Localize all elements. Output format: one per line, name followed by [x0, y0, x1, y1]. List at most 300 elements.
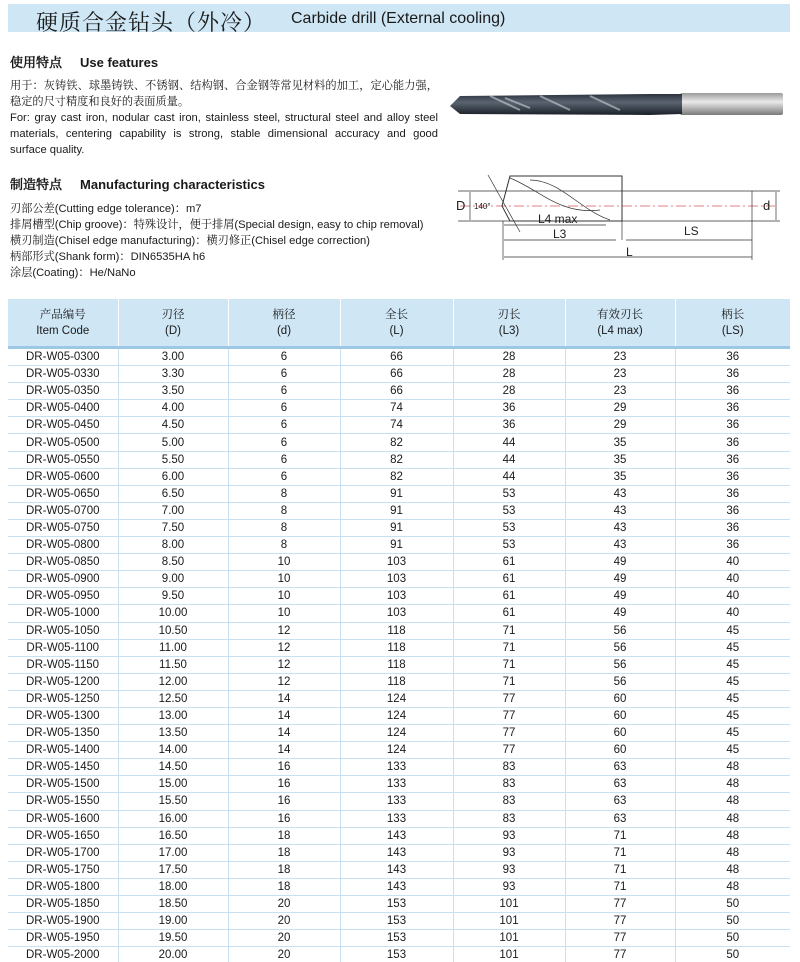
table-row	[8, 537, 790, 554]
value-cell: 10.00	[118, 605, 228, 622]
value-cell: 6	[228, 417, 340, 434]
label-L4: L4 max	[538, 212, 578, 226]
item-code-cell: DR-W05-1550	[8, 793, 118, 810]
item-code-cell: DR-W05-1050	[8, 622, 118, 639]
value-cell: 50	[675, 913, 790, 930]
value-cell: 12	[228, 656, 340, 673]
value-cell: 48	[675, 827, 790, 844]
value-cell: 143	[340, 827, 453, 844]
table-row	[8, 639, 790, 656]
value-cell: 29	[565, 417, 675, 434]
value-cell: 8	[228, 519, 340, 536]
header-en: (d)	[276, 324, 292, 337]
value-cell: 103	[340, 554, 453, 571]
value-cell: 56	[565, 656, 675, 673]
value-cell: 63	[565, 793, 675, 810]
item-code-cell: DR-W05-0500	[8, 434, 118, 451]
value-cell: 14	[228, 742, 340, 759]
value-cell: 71	[453, 656, 565, 673]
value-cell: 16	[228, 759, 340, 776]
value-cell: 10	[228, 571, 340, 588]
table-row	[8, 947, 790, 962]
value-cell: 6	[228, 348, 340, 366]
value-cell: 16	[228, 776, 340, 793]
item-code-cell: DR-W05-1600	[8, 810, 118, 827]
value-cell: 14	[228, 690, 340, 707]
label-LS: LS	[684, 224, 699, 238]
value-cell: 101	[453, 930, 565, 947]
title-chinese: 硬质合金钻头（外冷）	[36, 10, 267, 35]
spec-line: 横刃制造(Chisel edge manufacturing)：横刃修正(Chisel edge correction)	[10, 235, 370, 247]
column-header	[565, 299, 675, 348]
value-cell: 74	[340, 417, 453, 434]
table-row	[8, 776, 790, 793]
value-cell: 82	[340, 434, 453, 451]
table-row	[8, 913, 790, 930]
value-cell: 20	[228, 947, 340, 962]
value-cell: 45	[675, 656, 790, 673]
header-cn: 刃长	[497, 308, 521, 321]
value-cell: 36	[675, 366, 790, 383]
drill-photo	[450, 90, 790, 140]
value-cell: 5.50	[118, 451, 228, 468]
value-cell: 133	[340, 810, 453, 827]
value-cell: 44	[453, 468, 565, 485]
item-code-cell: DR-W05-1150	[8, 656, 118, 673]
value-cell: 103	[340, 605, 453, 622]
value-cell: 20	[228, 913, 340, 930]
header-en: (L)	[389, 324, 404, 337]
value-cell: 60	[565, 690, 675, 707]
value-cell: 6	[228, 400, 340, 417]
label-d: d	[763, 198, 771, 213]
value-cell: 56	[565, 673, 675, 690]
table-row	[8, 400, 790, 417]
value-cell: 118	[340, 656, 453, 673]
value-cell: 71	[565, 827, 675, 844]
table-row	[8, 605, 790, 622]
header-cn: 刃径	[161, 308, 185, 321]
value-cell: 48	[675, 776, 790, 793]
value-cell: 48	[675, 844, 790, 861]
table-row	[8, 451, 790, 468]
header-cn: 有效刃长	[597, 308, 643, 321]
value-cell: 15.50	[118, 793, 228, 810]
value-cell: 14	[228, 707, 340, 724]
label-angle: 140°	[474, 202, 491, 211]
value-cell: 14.50	[118, 759, 228, 776]
label-L3: L3	[553, 227, 567, 241]
heading-cn: 使用特点	[10, 55, 63, 70]
item-code-cell: DR-W05-0450	[8, 417, 118, 434]
value-cell: 77	[565, 930, 675, 947]
value-cell: 83	[453, 810, 565, 827]
heading-en: Use features	[80, 55, 159, 70]
value-cell: 82	[340, 451, 453, 468]
table-row	[8, 673, 790, 690]
item-code-cell: DR-W05-1750	[8, 861, 118, 878]
value-cell: 48	[675, 878, 790, 895]
value-cell: 16	[228, 793, 340, 810]
value-cell: 43	[565, 519, 675, 536]
value-cell: 45	[675, 742, 790, 759]
value-cell: 71	[565, 878, 675, 895]
item-code-cell: DR-W05-1800	[8, 878, 118, 895]
value-cell: 143	[340, 844, 453, 861]
value-cell: 18.50	[118, 896, 228, 913]
value-cell: 71	[565, 844, 675, 861]
table-row	[8, 896, 790, 913]
value-cell: 91	[340, 485, 453, 502]
item-code-cell: DR-W05-0900	[8, 571, 118, 588]
value-cell: 5.00	[118, 434, 228, 451]
value-cell: 66	[340, 348, 453, 366]
value-cell: 36	[675, 348, 790, 366]
value-cell: 118	[340, 639, 453, 656]
value-cell: 40	[675, 588, 790, 605]
value-cell: 10	[228, 554, 340, 571]
item-code-cell: DR-W05-1300	[8, 707, 118, 724]
table-row	[8, 707, 790, 724]
value-cell: 63	[565, 810, 675, 827]
manufacturing-heading	[10, 174, 283, 193]
value-cell: 49	[565, 554, 675, 571]
value-cell: 153	[340, 930, 453, 947]
column-header	[228, 299, 340, 348]
item-code-cell: DR-W05-1650	[8, 827, 118, 844]
item-code-cell: DR-W05-0800	[8, 537, 118, 554]
value-cell: 7.00	[118, 502, 228, 519]
value-cell: 17.50	[118, 861, 228, 878]
value-cell: 23	[565, 348, 675, 366]
value-cell: 6	[228, 468, 340, 485]
table-row	[8, 742, 790, 759]
header-cn: 柄径	[272, 308, 296, 321]
value-cell: 124	[340, 742, 453, 759]
label-D: D	[456, 198, 466, 213]
value-cell: 48	[675, 759, 790, 776]
table-row	[8, 861, 790, 878]
value-cell: 83	[453, 793, 565, 810]
item-code-cell: DR-W05-1700	[8, 844, 118, 861]
value-cell: 10	[228, 588, 340, 605]
item-code-cell: DR-W05-0400	[8, 400, 118, 417]
value-cell: 50	[675, 930, 790, 947]
value-cell: 40	[675, 554, 790, 571]
value-cell: 44	[453, 451, 565, 468]
value-cell: 133	[340, 759, 453, 776]
column-header	[675, 299, 790, 348]
table-row	[8, 759, 790, 776]
value-cell: 48	[675, 793, 790, 810]
value-cell: 53	[453, 537, 565, 554]
value-cell: 14.00	[118, 742, 228, 759]
header-en: (L4 max)	[597, 324, 643, 337]
heading-en: Manufacturing characteristics	[80, 177, 265, 192]
value-cell: 103	[340, 588, 453, 605]
value-cell: 133	[340, 776, 453, 793]
value-cell: 29	[565, 400, 675, 417]
value-cell: 15.00	[118, 776, 228, 793]
value-cell: 60	[565, 742, 675, 759]
item-code-cell: DR-W05-0600	[8, 468, 118, 485]
value-cell: 18	[228, 827, 340, 844]
table-row	[8, 690, 790, 707]
item-code-cell: DR-W05-1950	[8, 930, 118, 947]
item-code-cell: DR-W05-0330	[8, 366, 118, 383]
value-cell: 12.00	[118, 673, 228, 690]
item-code-cell: DR-W05-0650	[8, 485, 118, 502]
value-cell: 61	[453, 588, 565, 605]
table-row	[8, 383, 790, 400]
value-cell: 43	[565, 537, 675, 554]
value-cell: 124	[340, 725, 453, 742]
value-cell: 18.00	[118, 878, 228, 895]
item-code-cell: DR-W05-1200	[8, 673, 118, 690]
value-cell: 36	[453, 400, 565, 417]
value-cell: 61	[453, 605, 565, 622]
value-cell: 93	[453, 827, 565, 844]
item-code-cell: DR-W05-1250	[8, 690, 118, 707]
spec-line: 排屑槽型(Chip groove)：特殊设计，便于排屑(Special design, easy to chip removal)	[10, 219, 424, 231]
header-en: Item Code	[36, 324, 90, 337]
value-cell: 36	[675, 451, 790, 468]
item-code-cell: DR-W05-1500	[8, 776, 118, 793]
value-cell: 133	[340, 793, 453, 810]
value-cell: 6	[228, 434, 340, 451]
value-cell: 49	[565, 571, 675, 588]
value-cell: 9.50	[118, 588, 228, 605]
value-cell: 17.00	[118, 844, 228, 861]
table-row	[8, 656, 790, 673]
value-cell: 143	[340, 861, 453, 878]
value-cell: 8	[228, 485, 340, 502]
use-features-en: For: gray cast iron, nodular cast iron, stainless steel, structural steel and alloy steel materials, centering capability is strong, stable dimensional accuracy and good surface quality.	[10, 112, 438, 156]
value-cell: 91	[340, 519, 453, 536]
item-code-cell: DR-W05-0550	[8, 451, 118, 468]
drill-dimension-diagram	[450, 170, 790, 270]
value-cell: 101	[453, 896, 565, 913]
value-cell: 124	[340, 690, 453, 707]
value-cell: 83	[453, 759, 565, 776]
value-cell: 8	[228, 502, 340, 519]
table-row	[8, 571, 790, 588]
value-cell: 49	[565, 588, 675, 605]
value-cell: 101	[453, 913, 565, 930]
item-code-cell: DR-W05-1450	[8, 759, 118, 776]
title-bar	[8, 4, 790, 35]
title-english: Carbide drill (External cooling)	[291, 10, 506, 27]
value-cell: 45	[675, 725, 790, 742]
value-cell: 45	[675, 673, 790, 690]
value-cell: 7.50	[118, 519, 228, 536]
table-row	[8, 810, 790, 827]
value-cell: 18	[228, 878, 340, 895]
item-code-cell: DR-W05-0350	[8, 383, 118, 400]
value-cell: 50	[675, 896, 790, 913]
value-cell: 45	[675, 707, 790, 724]
item-code-cell: DR-W05-0700	[8, 502, 118, 519]
value-cell: 77	[565, 896, 675, 913]
header-cn: 柄长	[721, 308, 745, 321]
value-cell: 10.50	[118, 622, 228, 639]
item-code-cell: DR-W05-1400	[8, 742, 118, 759]
value-cell: 10	[228, 605, 340, 622]
value-cell: 61	[453, 554, 565, 571]
value-cell: 9.00	[118, 571, 228, 588]
value-cell: 13.50	[118, 725, 228, 742]
table-row	[8, 519, 790, 536]
use-features-cn: 用于：灰铸铁、球墨铸铁、不锈钢、结构钢、合金钢等常见材料的加工，定心能力强，稳定的尺寸精度和良好的表面质量。	[10, 80, 438, 108]
value-cell: 45	[675, 690, 790, 707]
value-cell: 3.30	[118, 366, 228, 383]
value-cell: 36	[675, 434, 790, 451]
value-cell: 53	[453, 519, 565, 536]
value-cell: 23	[565, 366, 675, 383]
value-cell: 16	[228, 810, 340, 827]
item-code-cell: DR-W05-1350	[8, 725, 118, 742]
column-header	[118, 299, 228, 348]
value-cell: 48	[675, 810, 790, 827]
value-cell: 36	[675, 417, 790, 434]
value-cell: 11.50	[118, 656, 228, 673]
value-cell: 19.50	[118, 930, 228, 947]
item-code-cell: DR-W05-1000	[8, 605, 118, 622]
value-cell: 83	[453, 776, 565, 793]
value-cell: 71	[565, 861, 675, 878]
value-cell: 36	[675, 468, 790, 485]
value-cell: 77	[453, 707, 565, 724]
column-header	[453, 299, 565, 348]
value-cell: 118	[340, 673, 453, 690]
label-L: L	[626, 245, 633, 259]
value-cell: 77	[453, 690, 565, 707]
value-cell: 11.00	[118, 639, 228, 656]
value-cell: 12	[228, 622, 340, 639]
value-cell: 71	[453, 639, 565, 656]
value-cell: 20.00	[118, 947, 228, 962]
value-cell: 61	[453, 571, 565, 588]
header-en: (L3)	[498, 324, 520, 337]
value-cell: 91	[340, 537, 453, 554]
item-code-cell: DR-W05-0300	[8, 348, 118, 366]
value-cell: 40	[675, 605, 790, 622]
value-cell: 93	[453, 861, 565, 878]
value-cell: 60	[565, 725, 675, 742]
header-en: (LS)	[721, 324, 744, 337]
value-cell: 66	[340, 383, 453, 400]
value-cell: 12.50	[118, 690, 228, 707]
heading-cn: 制造特点	[10, 177, 63, 192]
value-cell: 49	[565, 605, 675, 622]
table-header	[8, 299, 790, 348]
table-row	[8, 844, 790, 861]
value-cell: 6	[228, 451, 340, 468]
value-cell: 77	[453, 742, 565, 759]
item-code-cell: DR-W05-0750	[8, 519, 118, 536]
spec-line: 柄部形式(Shank form)：DIN6535HA h6	[10, 251, 206, 263]
table-row	[8, 588, 790, 605]
value-cell: 53	[453, 502, 565, 519]
value-cell: 14	[228, 725, 340, 742]
value-cell: 153	[340, 913, 453, 930]
value-cell: 118	[340, 622, 453, 639]
value-cell: 18	[228, 844, 340, 861]
value-cell: 43	[565, 502, 675, 519]
value-cell: 36	[675, 383, 790, 400]
value-cell: 56	[565, 639, 675, 656]
value-cell: 28	[453, 348, 565, 366]
header-cn: 产品编号	[39, 308, 86, 321]
value-cell: 77	[565, 913, 675, 930]
value-cell: 77	[453, 725, 565, 742]
value-cell: 60	[565, 707, 675, 724]
value-cell: 18	[228, 861, 340, 878]
column-header	[8, 299, 118, 348]
item-code-cell: DR-W05-1900	[8, 913, 118, 930]
value-cell: 77	[565, 947, 675, 962]
value-cell: 93	[453, 878, 565, 895]
item-code-cell: DR-W05-1850	[8, 896, 118, 913]
value-cell: 35	[565, 451, 675, 468]
header-cn: 全长	[385, 308, 408, 321]
value-cell: 103	[340, 571, 453, 588]
table-row	[8, 554, 790, 571]
use-features-heading	[10, 52, 176, 71]
item-code-cell: DR-W05-2000	[8, 947, 118, 962]
table-row	[8, 366, 790, 383]
value-cell: 16.50	[118, 827, 228, 844]
value-cell: 12	[228, 639, 340, 656]
table-row	[8, 348, 790, 366]
table-row	[8, 468, 790, 485]
value-cell: 20	[228, 930, 340, 947]
value-cell: 71	[453, 622, 565, 639]
value-cell: 74	[340, 400, 453, 417]
header-en: (D)	[165, 324, 181, 337]
value-cell: 6	[228, 366, 340, 383]
value-cell: 6	[228, 383, 340, 400]
value-cell: 35	[565, 434, 675, 451]
value-cell: 13.00	[118, 707, 228, 724]
value-cell: 48	[675, 861, 790, 878]
item-code-cell: DR-W05-0850	[8, 554, 118, 571]
table-row	[8, 878, 790, 895]
value-cell: 35	[565, 468, 675, 485]
value-cell: 4.50	[118, 417, 228, 434]
value-cell: 8.50	[118, 554, 228, 571]
spec-line: 涂层(Coating)：He/NaNo	[10, 267, 136, 279]
value-cell: 36	[675, 400, 790, 417]
value-cell: 16.00	[118, 810, 228, 827]
table-row	[8, 793, 790, 810]
value-cell: 43	[565, 485, 675, 502]
item-code-cell: DR-W05-1100	[8, 639, 118, 656]
value-cell: 8.00	[118, 537, 228, 554]
value-cell: 63	[565, 759, 675, 776]
value-cell: 3.00	[118, 348, 228, 366]
value-cell: 153	[340, 947, 453, 962]
value-cell: 8	[228, 537, 340, 554]
manufacturing-list	[10, 201, 423, 281]
table-row	[8, 930, 790, 947]
value-cell: 56	[565, 622, 675, 639]
value-cell: 91	[340, 502, 453, 519]
value-cell: 63	[565, 776, 675, 793]
value-cell: 20	[228, 896, 340, 913]
item-code-cell: DR-W05-0950	[8, 588, 118, 605]
table-row	[8, 725, 790, 742]
